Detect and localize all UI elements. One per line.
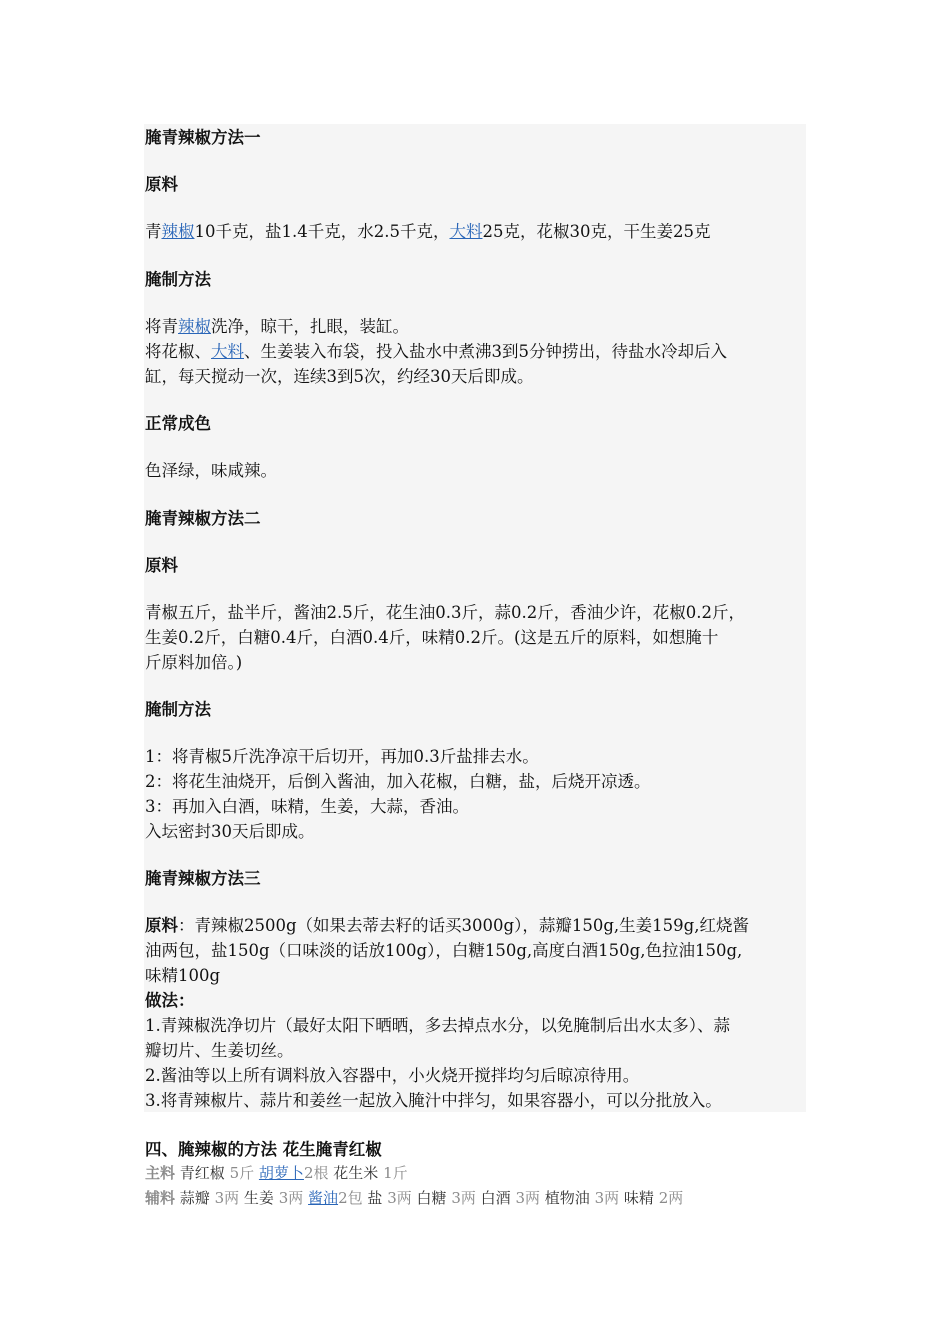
link-star-anise[interactable]: 大料	[211, 342, 244, 361]
quantity: 2两	[658, 1189, 684, 1207]
quantity: 3两	[214, 1189, 240, 1207]
link-chili[interactable]: 辣椒	[178, 317, 211, 336]
ingredient: 味精	[623, 1189, 654, 1207]
text: 将青	[145, 317, 178, 336]
method-3-step-2: 2.酱油等以上所有调料放入容器中，小火烧开搅拌均匀后晾凉待用。	[145, 1066, 640, 1085]
method-3-ingredients-label: 原料	[145, 916, 178, 935]
text: 洗净，晾干，扎眼，装缸。	[211, 317, 409, 336]
text: 、生姜装入布袋，投入盐水中煮沸3到5分钟捞出，待盐水冷却后入	[244, 342, 727, 361]
method-4-title: 四、腌辣椒的方法 花生腌青红椒	[145, 1140, 382, 1159]
aux-label: 辅料	[145, 1189, 176, 1207]
method-1-step-1	[145, 314, 815, 339]
quantity: 3两	[387, 1189, 412, 1207]
quantity: 2	[303, 1164, 314, 1182]
quantity: 3两	[451, 1189, 476, 1207]
link-soy-sauce[interactable]: 酱油	[308, 1189, 339, 1207]
method-2-method-heading: 腌制方法	[145, 700, 211, 719]
ingredient: 白糖	[416, 1189, 447, 1207]
method-3-method-heading: 做法：	[145, 991, 195, 1010]
method-3-step-3: 3.将青辣椒片、蒜片和姜丝一起放入腌汁中拌匀，如果容器小，可以分批放入。	[145, 1091, 722, 1110]
method-2-ingredients-line-2: 生姜0.2斤，白糖0.4斤，白酒0.4斤，味精0.2斤。(这是五斤的原料，如想腌十	[145, 628, 719, 647]
method-1-ingredients	[145, 219, 815, 244]
text: 10千克，盐1.4千克，水2.5千克，	[194, 222, 450, 241]
method-2-ingredients-line-1: 青椒五斤，盐半斤，酱油2.5斤，花生油0.3斤，蒜0.2斤，香油少许，花椒0.2斤，	[145, 603, 745, 622]
method-4-main-ingredients	[145, 1161, 815, 1186]
quantity: 3两	[515, 1189, 540, 1207]
unit: 根	[313, 1164, 329, 1182]
method-3-step-1-cont: 瓣切片、生姜切丝。	[145, 1041, 294, 1060]
quantity: 5斤	[229, 1164, 255, 1182]
text: ：青辣椒2500g（如果去蒂去籽的话买3000g），蒜瓣150g,生姜159g,红烧酱	[178, 916, 749, 935]
quantity: 2	[338, 1189, 348, 1207]
method-3-ingredients-line-2: 油两包，盐150g（口味淡的话放100g），白糖150g,高度白酒150g,色拉油150g,	[145, 941, 743, 960]
method-1-step-2	[145, 339, 815, 364]
method-2-step-1: 1：将青椒5斤洗净凉干后切开，再加0.3斤盐排去水。	[145, 747, 539, 766]
quantity: 3两	[594, 1189, 620, 1207]
method-1-title: 腌青辣椒方法一	[145, 128, 261, 147]
method-2-ingredients-line-3: 斤原料加倍。)	[145, 653, 243, 672]
ingredient: 盐	[367, 1189, 383, 1207]
method-1-color: 色泽绿，味咸辣。	[145, 461, 277, 480]
method-1-step-2-cont: 缸，每天搅动一次，连续3到5次，约经30天后即成。	[145, 367, 534, 386]
method-1-color-heading: 正常成色	[145, 414, 211, 433]
ingredient: 青红椒	[179, 1164, 225, 1182]
quantity: 1斤	[383, 1164, 408, 1182]
method-2-step-2: 2：将花生油烧开，后倒入酱油，加入花椒，白糖，盐，后烧开凉透。	[145, 772, 651, 791]
method-2-step-3: 3：再加入白酒，味精，生姜，大蒜，香油。	[145, 797, 469, 816]
method-4-aux-ingredients	[145, 1186, 815, 1211]
method-3-ingredients-line-3: 味精100g	[145, 966, 221, 985]
method-3-title: 腌青辣椒方法三	[145, 869, 261, 888]
link-star-anise[interactable]: 大料	[449, 222, 483, 241]
ingredient: 植物油	[544, 1189, 590, 1207]
method-2-title: 腌青辣椒方法二	[145, 509, 261, 528]
link-carrot[interactable]: 胡萝卜	[258, 1164, 304, 1182]
ingredient: 生姜	[243, 1189, 274, 1207]
text: 25克，花椒30克，干生姜25克	[482, 222, 711, 241]
ingredient: 蒜瓣	[179, 1189, 210, 1207]
quantity: 3两	[278, 1189, 304, 1207]
method-1-ingredients-heading: 原料	[145, 175, 178, 194]
method-2-step-4: 入坛密封30天后即成。	[145, 822, 315, 841]
link-chili[interactable]: 辣椒	[161, 222, 195, 241]
ingredient: 花生米	[333, 1164, 379, 1182]
main-label: 主料	[145, 1164, 176, 1182]
method-2-ingredients-heading: 原料	[145, 556, 178, 575]
method-3-ingredients-line-1	[145, 913, 815, 938]
ingredient: 白酒	[480, 1189, 511, 1207]
method-3-step-1: 1.青辣椒洗净切片（最好太阳下晒晒，多去掉点水分，以免腌制后出水太多）、蒜	[145, 1016, 730, 1035]
text: 将花椒、	[145, 342, 211, 361]
text: 青	[145, 222, 162, 241]
method-1-method-heading: 腌制方法	[145, 270, 211, 289]
unit: 包	[347, 1189, 363, 1207]
